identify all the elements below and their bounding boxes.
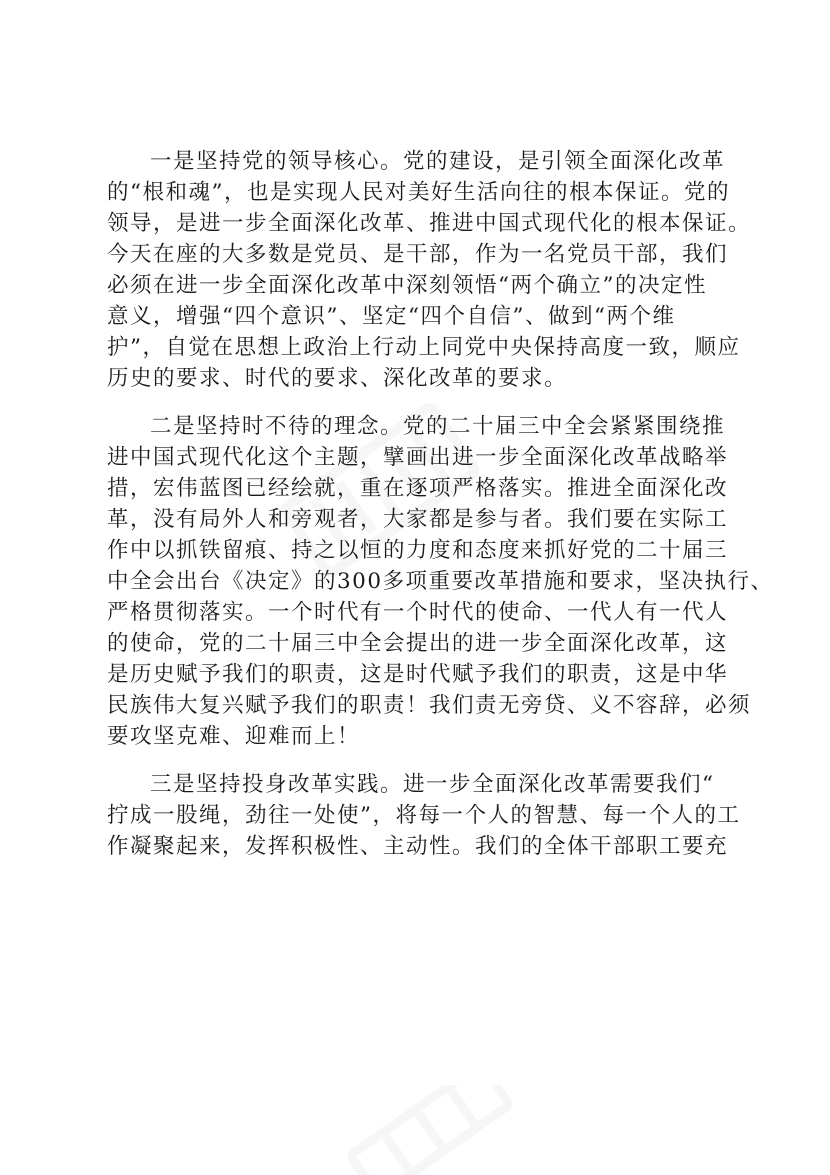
text-line: 严格贯彻落实。一个时代有一个时代的使命、一代人有一代人 xyxy=(107,600,729,625)
text-line: 意义，增强“四个意识”、坚定“四个自信”、做到“两个维 xyxy=(107,304,676,329)
text-line: 措，宏伟蓝图已经绘就，重在逐项严格落实。推进全面深化改 xyxy=(107,476,729,501)
text-line: 三是坚持投身改革实践。进一步全面深化改革需要我们“ xyxy=(150,772,715,797)
text-line: 是历史赋予我们的职责，这是时代赋予我们的职责，这是中华 xyxy=(107,662,729,687)
text-line: 必须在进一步全面深化改革中深刻领悟“两个确立”的决定性 xyxy=(107,273,707,298)
text-line: 领导，是进一步全面深化改革、推进中国式现代化的根本保证。 xyxy=(107,211,752,236)
text-line: 进中国式现代化这个主题，擘画出进一步全面深化改革战略举 xyxy=(107,445,729,470)
text-line: 民族伟大复兴赋予我们的职责！我们责无旁贷、义不容辞，必须 xyxy=(107,693,752,718)
text-line: 的使命，党的二十届三中全会提出的进一步全面深化改革，这 xyxy=(107,631,729,656)
text-line: 一是坚持党的领导核心。党的建设，是引领全面深化改革 xyxy=(150,149,726,174)
watermark-graphic-bottom xyxy=(330,1085,530,1175)
text-line: 二是坚持时不待的理念。党的二十届三中全会紧紧围绕推 xyxy=(150,414,726,439)
text-line: 革，没有局外人和旁观者，大家都是参与者。我们要在实际工 xyxy=(107,507,729,532)
text-line: 作凝聚起来，发挥积极性、主动性。我们的全体干部职工要充 xyxy=(107,834,729,859)
text-line: 历史的要求、时代的要求、深化改革的要求。 xyxy=(107,366,568,391)
text-line: 拧成一股绳，劲往一处使”，将每一个人的智慧、每一个人的工 xyxy=(107,803,741,828)
text-line: 今天在座的大多数是党员、是干部，作为一名党员干部，我们 xyxy=(107,242,729,267)
text-line: 的“根和魂”，也是实现人民对美好生活向往的根本保证。党的 xyxy=(107,180,730,205)
text-line: 要攻坚克难、迎难而上！ xyxy=(107,724,361,749)
text-line: 中全会出台《决定》的300多项重要改革措施和要求，坚决执行、 xyxy=(107,569,774,594)
text-line: 作中以抓铁留痕、持之以恒的力度和态度来抓好党的二十届三 xyxy=(107,538,729,563)
text-line: 护”，自觉在思想上政治上行动上同党中央保持高度一致，顺应 xyxy=(107,335,741,360)
